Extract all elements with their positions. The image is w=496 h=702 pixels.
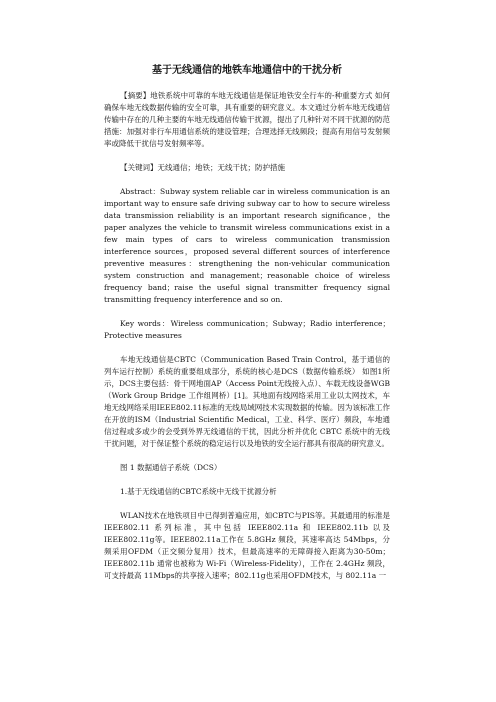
keywords-chinese: 【关键词】无线通信；地铁；无线干扰；防护措施 <box>120 163 285 172</box>
introduction-paragraph: 车地无线通信是CBTC（Communication Based Train Control，基于通信的列车运行控制）系统的重要组成部分，系统的核心是DCS（数据传输系统） 如图1所示，DCS主要包括：骨干网地面AP（Access Point无线接入点）、车载无线设备WGB（Work Group Bridge 工作组网桥）[1]。其地面有线网络采用工业以太网技术，车地无线网络采用IEEE802.11标准的无线局域网技术实现数据的传输。因为该标准工作在开放的ISM（Industrial Scientific Medical，工业、科学、医疗）频段，车地通信过程或多或少的会受到外界无线通信的干扰，因此分析并优化 CBTC 系统中的无线干扰问题，对于保证整个系统的稳定运行以及地铁的安全运行都具有很高的研究意义。 <box>104 355 390 448</box>
keywords-english: Key words：Wireless communication；Subway；Radio interference；Protective measures <box>104 319 390 340</box>
section-heading: 1.基于无线通信的CBTC系统中无线干扰源分析 <box>120 487 277 496</box>
page-title: 基于无线通信的地铁车地通信中的干扰分析 <box>152 65 342 76</box>
abstract-chinese: 【摘要】地铁系统中可靠的车地无线通信是保证地铁安全行车的-种重要方式 如何确保车地无线数据传输的安全可靠，具有重要的研究意义。本文通过分析车地无线通信传输中存在的几种主要的车地无线通信传输干扰源，提出了几种针对不同干扰源的防范措施：加强对非行车用通信系统的建设管理；合理选择无线频段；提高有用信号发射频率或降低干扰信号发射频率等。 <box>104 91 390 148</box>
figure-caption: 图 1 数据通信子系统（DCS） <box>120 463 222 472</box>
abstract-english: Abstract：Subway system reliable car in wireless communication is an important way to ensure safe driving subway car to how to secure wireless data transmission reliability is an important research significance，the paper analyzes the vehicle to transmit wireless communications exist in a few main types of cars to wireless communication transmission interference sources，proposed several different sources of interference preventive measures：strengthening the non-vehicular communication system construction and management；reasonable choice of wireless frequency band；raise the useful signal transmitter frequency signal transmitting frequency interference and so on. <box>104 187 390 304</box>
document-body <box>104 64 390 594</box>
section-paragraph: WLAN技术在地铁项目中已得到普遍应用，如CBTC与PIS等。其最通用的标准是 IEEE802.11 系列标准，其中包括 IEEE802.11a 和 IEEE802.11b 以及IEEE802.11g等。IEEE802.11a工作在 5.8GHz 频段，其速率高达 54Mbps，分频采用OFDM（正交频分复用）技术，但最高速率的无障碍接入距离为30-50m；IEEE802.11b 通常也被称为 Wi-Fi（Wireless-Fidelity），工作在 2.4GHz 频段，可支持最高 11Mbps的共享接入速率；802.11g也采用OFDM技术，与 802.11a 一 <box>104 511 390 580</box>
